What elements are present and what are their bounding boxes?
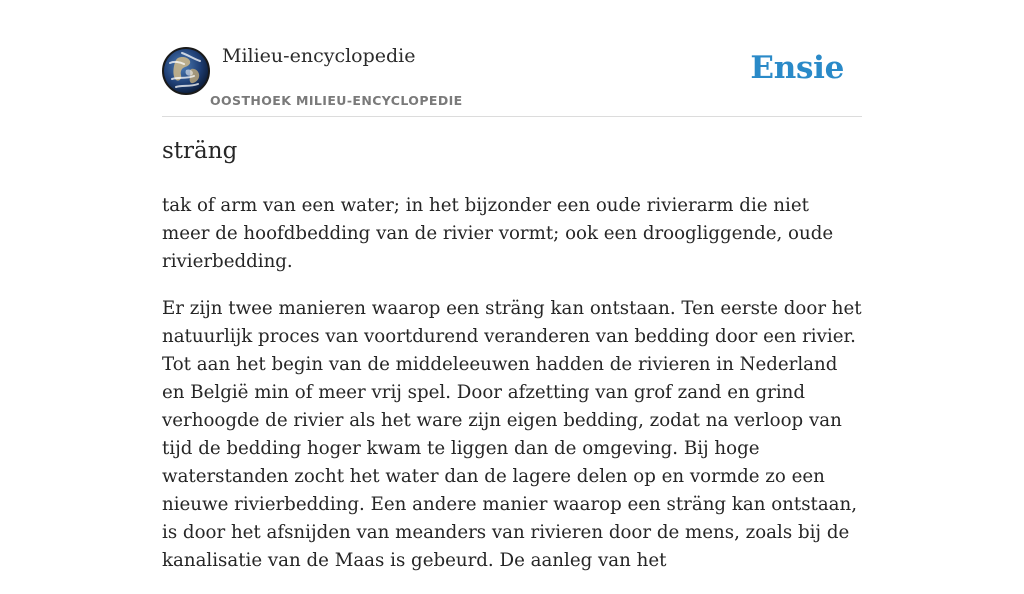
article-term-heading: sträng [162,138,238,164]
article-body [162,192,862,594]
site-subtitle: OOSTHOEK MILIEU-ENCYCLOPEDIE [210,93,463,108]
body-paragraph: Er zijn twee manieren waarop een sträng kan ontstaan. Ten eerste door het natuurlijk proces van voortdurend veranderen van bedding door een rivier. Tot aan het begin van de middeleeuwen hadden de rivieren in Nederland en België min of meer vrij spel. Door afzetting van grof zand en grind verhoogde de rivier als het ware zijn eigen bedding, zodat na verloop van tijd de bedding hoger kwam te liggen dan de omgeving. Bij hoge waterstanden zocht het water dan de lagere delen op en vormde zo een nieuwe rivierbedding. Een andere manier waarop een sträng kan ontstaan, is door het afsnijden van meanders van rivieren door de mens, zoals bij de kanalisatie van de Maas is gebeurd. De aanleg van het [162,298,862,571]
site-header [162,0,862,117]
earth-globe-icon[interactable] [162,47,210,95]
definition-paragraph: tak of arm van een water; in het bijzonder een oude rivierarm die niet meer de hoofdbedding van de rivier vormt; ook een droogliggende, oude rivierbedding. [162,195,834,272]
page [162,0,862,571]
ensie-brand-logo-link[interactable]: Ensie [750,50,844,86]
site-title-link[interactable]: Milieu-encyclopedie [222,45,416,67]
